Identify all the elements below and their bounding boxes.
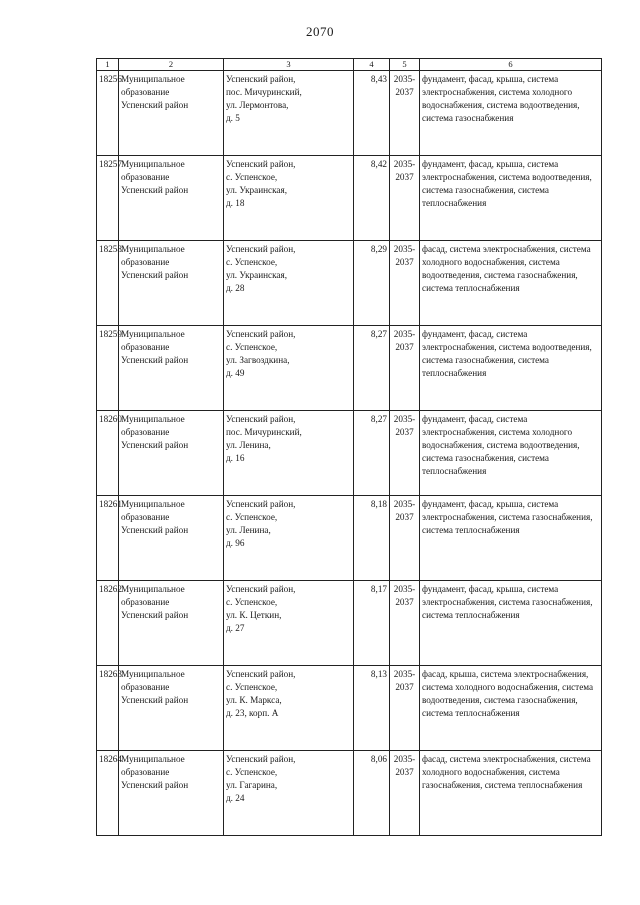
period-line: 2037 <box>395 597 414 607</box>
period-cell <box>390 71 420 156</box>
owner-line: Муниципальное <box>121 159 185 169</box>
address-line: пос. Мичуринский, <box>226 87 302 97</box>
period-line: 2035- <box>393 499 416 509</box>
address-line: ул. Украинская, <box>226 185 288 195</box>
record-id: 18256 <box>99 74 122 84</box>
works-list: фундамент, фасад, крыша, система электроснабжения, система холодного водоснабжения, система водоотведения, система газоснабжения <box>422 74 580 123</box>
owner-line: Муниципальное <box>121 329 185 339</box>
table-row <box>97 411 602 496</box>
table-row <box>97 581 602 666</box>
owner-line: Успенский район <box>121 695 189 705</box>
address-cell <box>224 751 354 836</box>
owner-line: Муниципальное <box>121 669 185 679</box>
owner-line: образование <box>121 257 170 267</box>
owner-line: Муниципальное <box>121 74 185 84</box>
period-cell <box>390 156 420 241</box>
works-cell <box>420 241 602 326</box>
address-line: пос. Мичуринский, <box>226 427 302 437</box>
value-cell <box>354 241 390 326</box>
owner-cell <box>119 326 224 411</box>
table-row <box>97 156 602 241</box>
address-line: д. 28 <box>226 283 245 293</box>
period-cell <box>390 751 420 836</box>
column-number: 1 <box>97 59 119 71</box>
owner-line: образование <box>121 87 170 97</box>
works-list: фундамент, фасад, система электроснабжения, система водоотведения, система газоснабжения, система теплоснабжения <box>422 329 592 378</box>
address-line: Успенский район, <box>226 159 296 169</box>
owner-line: Муниципальное <box>121 414 185 424</box>
record-id-cell <box>97 326 122 411</box>
record-id-cell <box>97 751 122 836</box>
record-id: 18261 <box>99 499 122 509</box>
address-line: ул. Ленина, <box>226 525 271 535</box>
record-id: 18257 <box>99 159 122 169</box>
period-line: 2035- <box>393 754 416 764</box>
value-cell <box>354 666 390 751</box>
address-line: с. Успенское, <box>226 597 278 607</box>
address-line: Успенский район, <box>226 584 296 594</box>
address-line: Успенский район, <box>226 414 296 424</box>
owner-line: Успенский район <box>121 270 189 280</box>
period-line: 2035- <box>393 669 416 679</box>
address-cell <box>224 666 354 751</box>
owner-line: Успенский район <box>121 185 189 195</box>
works-cell <box>420 156 602 241</box>
owner-line: образование <box>121 172 170 182</box>
period-cell <box>390 496 420 581</box>
column-number: 2 <box>119 59 224 71</box>
value-cell <box>354 411 390 496</box>
works-cell <box>420 751 602 836</box>
owner-line: Муниципальное <box>121 244 185 254</box>
period-cell <box>390 326 420 411</box>
address-line: ул. Загвоздкина, <box>226 355 290 365</box>
column-number: 4 <box>354 59 390 71</box>
owner-cell <box>119 666 224 751</box>
address-line: с. Успенское, <box>226 172 278 182</box>
address-line: ул. К. Маркса, <box>226 695 282 705</box>
record-id: 18264 <box>99 754 122 764</box>
column-number-row <box>97 59 602 71</box>
address-cell <box>224 71 354 156</box>
table-row <box>97 71 602 156</box>
value-cell <box>354 156 390 241</box>
page-number: 2070 <box>306 24 334 39</box>
address-line: д. 24 <box>226 793 245 803</box>
works-cell <box>420 71 602 156</box>
owner-line: Успенский район <box>121 440 189 450</box>
owner-line: образование <box>121 767 170 777</box>
address-cell <box>224 241 354 326</box>
address-cell <box>224 496 354 581</box>
owner-line: Муниципальное <box>121 754 185 764</box>
works-list: фасад, система электроснабжения, система холодного водоснабжения, система газоснабжения, система теплоснабжения <box>422 754 591 790</box>
address-line: с. Успенское, <box>226 257 278 267</box>
period-line: 2037 <box>395 682 414 692</box>
works-list: фундамент, фасад, крыша, система электроснабжения, система газоснабжения, система теплоснабжения <box>422 584 593 620</box>
address-line: д. 27 <box>226 623 245 633</box>
owner-line: Муниципальное <box>121 499 185 509</box>
address-line: Успенский район, <box>226 499 296 509</box>
works-list: фасад, крыша, система электроснабжения, система холодного водоснабжения, система водоотведения, система газоснабжения, система теплоснабжения <box>422 669 594 718</box>
works-cell <box>420 326 602 411</box>
value-cell <box>354 581 390 666</box>
record-id-cell <box>97 241 122 326</box>
period-line: 2035- <box>393 159 416 169</box>
period-line: 2037 <box>395 512 414 522</box>
record-id: 18262 <box>99 584 122 594</box>
value-cell <box>354 496 390 581</box>
record-id: 18258 <box>99 244 122 254</box>
period-line: 2037 <box>395 172 414 182</box>
period-cell <box>390 581 420 666</box>
address-cell <box>224 326 354 411</box>
address-line: Успенский район, <box>226 754 296 764</box>
value-cell <box>354 326 390 411</box>
period-line: 2037 <box>395 257 414 267</box>
table-row <box>97 241 602 326</box>
address-line: с. Успенское, <box>226 342 278 352</box>
record-id-cell <box>97 71 122 156</box>
address-line: д. 16 <box>226 453 245 463</box>
address-line: с. Успенское, <box>226 767 278 777</box>
owner-cell <box>119 241 224 326</box>
works-list: фасад, система электроснабжения, система холодного водоснабжения, система водоотведения, система газоснабжения, система теплоснабжения <box>422 244 591 293</box>
value: 8,27 <box>370 414 387 424</box>
owner-line: образование <box>121 597 170 607</box>
address-line: с. Успенское, <box>226 512 278 522</box>
value: 8,17 <box>370 584 387 594</box>
address-line: ул. Ленина, <box>226 440 271 450</box>
address-line: Успенский район, <box>226 669 296 679</box>
period-line: 2037 <box>395 767 414 777</box>
address-line: ул. К. Цеткин, <box>226 610 282 620</box>
owner-line: образование <box>121 682 170 692</box>
works-list: фундамент, фасад, крыша, система электроснабжения, система водоотведения, система газоснабжения, система теплоснабжения <box>422 159 592 208</box>
owner-line: Успенский район <box>121 355 189 365</box>
value-cell <box>354 751 390 836</box>
address-line: д. 49 <box>226 368 245 378</box>
address-line: ул. Лермонтова, <box>226 100 289 110</box>
owner-line: Успенский район <box>121 780 189 790</box>
period-line: 2035- <box>393 584 416 594</box>
value: 8,13 <box>370 669 387 679</box>
address-line: Успенский район, <box>226 329 296 339</box>
column-number: 3 <box>224 59 354 71</box>
address-cell <box>224 411 354 496</box>
period-line: 2035- <box>393 244 416 254</box>
address-line: ул. Украинская, <box>226 270 288 280</box>
record-id-cell <box>97 411 122 496</box>
owner-line: Успенский район <box>121 610 189 620</box>
owner-line: образование <box>121 512 170 522</box>
owner-cell <box>119 156 224 241</box>
record-id: 18260 <box>99 414 122 424</box>
table-row <box>97 326 602 411</box>
address-line: с. Успенское, <box>226 682 278 692</box>
address-line: Успенский район, <box>226 74 296 84</box>
record-id-cell <box>97 496 122 581</box>
address-line: д. 23, корп. А <box>226 708 279 718</box>
owner-cell <box>119 496 224 581</box>
address-cell <box>224 156 354 241</box>
record-id: 18263 <box>99 669 122 679</box>
record-id-cell <box>97 666 122 751</box>
address-line: Успенский район, <box>226 244 296 254</box>
owner-line: образование <box>121 427 170 437</box>
period-line: 2035- <box>393 414 416 424</box>
record-id-cell <box>97 156 122 241</box>
column-number: 5 <box>390 59 420 71</box>
period-line: 2037 <box>395 342 414 352</box>
works-list: фундамент, фасад, крыша, система электроснабжения, система газоснабжения, система теплоснабжения <box>422 499 593 535</box>
owner-cell <box>119 581 224 666</box>
period-cell <box>390 241 420 326</box>
address-cell <box>224 581 354 666</box>
period-cell <box>390 411 420 496</box>
column-number: 6 <box>420 59 602 71</box>
value: 8,06 <box>370 754 387 764</box>
period-line: 2037 <box>395 87 414 97</box>
record-id: 18259 <box>99 329 122 339</box>
works-cell <box>420 411 602 496</box>
value: 8,29 <box>370 244 387 254</box>
owner-cell <box>119 751 224 836</box>
table-row <box>97 496 602 581</box>
owner-cell <box>119 411 224 496</box>
works-cell <box>420 581 602 666</box>
table-row <box>97 666 602 751</box>
register-table <box>96 58 602 836</box>
period-line: 2037 <box>395 427 414 437</box>
owner-line: Муниципальное <box>121 584 185 594</box>
value: 8,18 <box>370 499 387 509</box>
value: 8,43 <box>370 74 387 84</box>
address-line: д. 18 <box>226 198 245 208</box>
record-id-cell <box>97 581 122 666</box>
period-line: 2035- <box>393 74 416 84</box>
owner-line: Успенский район <box>121 525 189 535</box>
owner-cell <box>119 71 224 156</box>
owner-line: Успенский район <box>121 100 189 110</box>
value-cell <box>354 71 390 156</box>
period-line: 2035- <box>393 329 416 339</box>
register-table-body <box>97 59 602 836</box>
table-row <box>97 751 602 836</box>
works-cell <box>420 496 602 581</box>
address-line: д. 5 <box>226 113 240 123</box>
address-line: ул. Гагарина, <box>226 780 278 790</box>
value: 8,27 <box>370 329 387 339</box>
works-list: фундамент, фасад, система электроснабжения, система холодного водоснабжения, система водоотведения, система газоснабжения, система теплоснабжения <box>422 414 580 476</box>
works-cell <box>420 666 602 751</box>
owner-line: образование <box>121 342 170 352</box>
value: 8,42 <box>370 159 387 169</box>
period-cell <box>390 666 420 751</box>
address-line: д. 96 <box>226 538 245 548</box>
